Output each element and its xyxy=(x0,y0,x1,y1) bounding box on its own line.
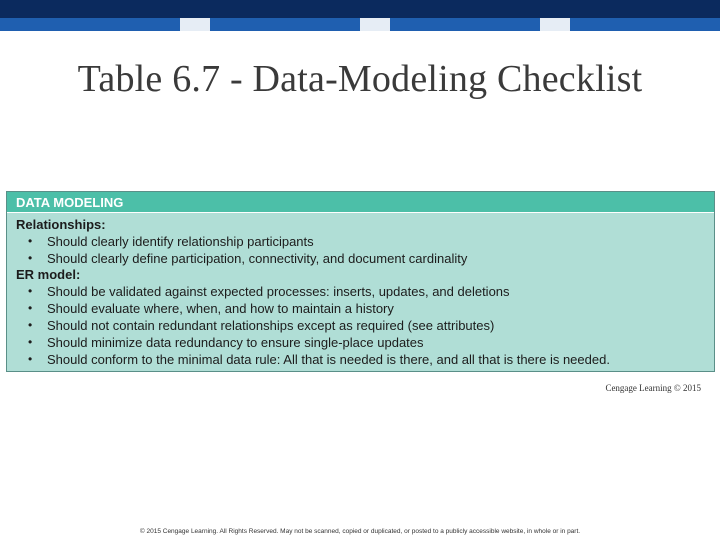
list-item xyxy=(7,317,714,334)
image-credit: Cengage Learning © 2015 xyxy=(605,383,701,393)
list-item-text: Should conform to the minimal data rule: All that is needed is there, and all that is there is needed. xyxy=(47,352,610,367)
bullet-icon: • xyxy=(28,234,33,248)
list-item xyxy=(7,283,714,300)
banner-notch xyxy=(360,18,390,31)
list-item xyxy=(7,300,714,317)
slide-title: Table 6.7 - Data-Modeling Checklist xyxy=(77,58,643,100)
list-item-text: Should clearly identify relationship participants xyxy=(47,234,314,249)
bullet-icon: • xyxy=(28,301,33,315)
list-item xyxy=(7,351,714,368)
list-item-text: Should clearly define participation, connectivity, and document cardinality xyxy=(47,251,468,266)
top-banner-bar xyxy=(0,0,720,18)
bullet-icon: • xyxy=(28,318,33,332)
banner-notch xyxy=(540,18,570,31)
bullet-icon: • xyxy=(28,352,33,366)
list-item xyxy=(7,233,714,250)
section-label-relationships: Relationships: xyxy=(16,217,106,232)
bullet-icon: • xyxy=(28,335,33,349)
sub-banner-bar xyxy=(0,18,720,31)
list-item-text: Should minimize data redundancy to ensure single-place updates xyxy=(47,335,424,350)
copyright-footer: © 2015 Cengage Learning. All Rights Reserved. May not be scanned, copied or duplicated, or posted to a publicly accessible website, in whole or in part. xyxy=(139,528,581,535)
relationships-list xyxy=(7,233,714,267)
list-item-text: Should be validated against expected processes: inserts, updates, and deletions xyxy=(47,284,510,299)
section-label-er-model: ER model: xyxy=(16,267,81,282)
list-item xyxy=(7,250,714,267)
list-item-text: Should evaluate where, when, and how to maintain a history xyxy=(47,301,394,316)
list-item xyxy=(7,334,714,351)
list-item-text: Should not contain redundant relationships except as required (see attributes) xyxy=(47,318,495,333)
bullet-icon: • xyxy=(28,284,33,298)
table-header: DATA MODELING xyxy=(7,192,714,213)
er-model-list xyxy=(7,283,714,368)
checklist-table xyxy=(6,191,715,372)
bullet-icon: • xyxy=(28,251,33,265)
banner-notch xyxy=(180,18,210,31)
